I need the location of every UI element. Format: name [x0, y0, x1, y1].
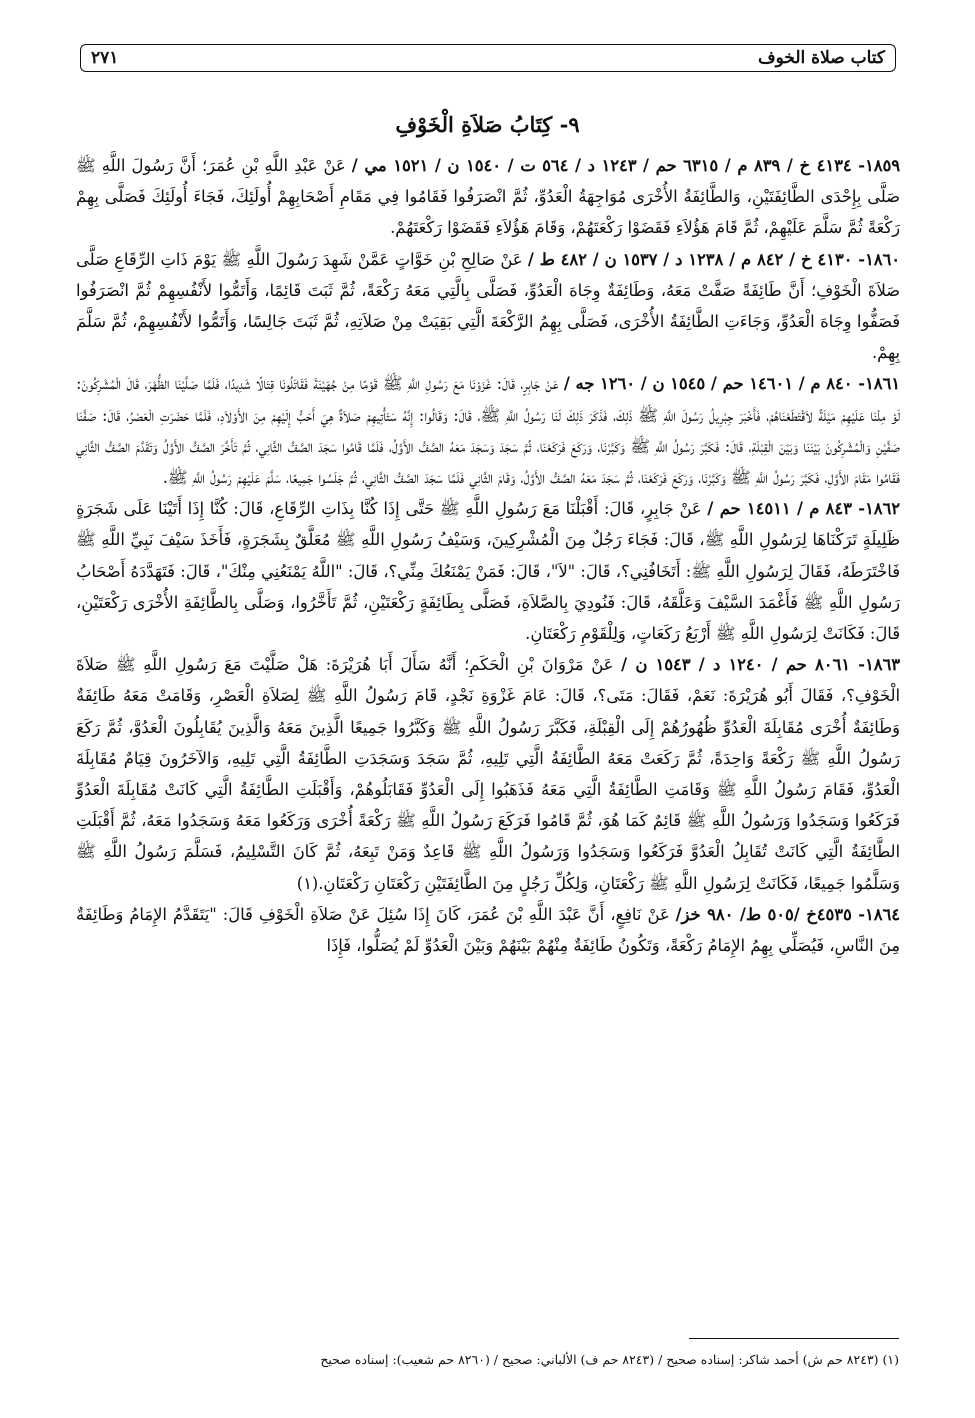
- hadith-references: ١٨٦٠- ٤١٣٠ خ / ٨٤٢ م / ١٢٣٨ د / ١٥٣٧ ن / ٤٨٢ ط /: [527, 249, 900, 269]
- footnote: (١) (٨٢٤٣ حم ش) أحمد شاكر: إسناده صحيح / (٨٢٤٣ حم ف) الألباني: صحيح / (٨٢٦٠ حم شعيب): إسناده صحيح: [320, 1352, 899, 1367]
- hadith-1862: [76, 493, 900, 649]
- running-header: [80, 44, 896, 72]
- hadith-text: عَنْ صَالِحِ بْنِ خَوَّاتٍ عَمَّنْ شَهِدَ رَسُولَ اللَّهِ ﷺ يَوْمَ ذَاتِ الرِّقَاعِ صَلَّى صَلاَةَ الْخَوْفِ؛ أَنَّ طَائِفَةً صَفَّتْ مَعَهُ، وَطَائِفَةٌ وِجَاهَ الْعَدُوِّ، فَصَلَّى بِالَّتِي مَعَهُ رَكْعَةً، ثُمَّ ثَبَتَ قَائِمًا، وَأَتَمُّوا لأَنْفُسِهِمْ ثُمَّ انْصَرَفُوا فَصَفُّوا وِجَاهَ الْعَدُوِّ، وَجَاءَتِ الطَّائِفَةُ الأُخْرَى، فَصَلَّى بِهِمُ الرَّكْعَةَ الَّتِي بَقِيَتْ مِنْ صَلاَتِهِ، ثُمَّ ثَبَتَ جَالِسًا، وَأَتَمُّوا لأَنْفُسِهِمْ، ثُمَّ سَلَّمَ بِهِمْ.: [76, 249, 900, 363]
- hadith-text: عَنْ جَابِرٍ، قَالَ: أَقْبَلْنَا مَعَ رَسُولِ اللَّهِ ﷺ حَتَّى إِذَا كُنَّا بِذَاتِ الرِّقَاعِ، قَالَ: كُنَّا إِذَا أَتَيْنَا عَلَى شَجَرَةٍ ظَلِيلَةٍ تَرَكْنَاهَا لِرَسُولِ اللَّهِ ﷺ، قَالَ: فَجَاءَ رَجُلٌ مِنَ الْمُشْرِكِينَ، وَسَيْفُ رَسُولِ اللَّهِ ﷺ مُعَلَّقٌ بِشَجَرَةٍ، فَأَخَذَ سَيْفَ نَبِيِّ اللَّهِ ﷺ فَاخْتَرَطَهُ، فَقَالَ لِرَسُولِ اللَّهِ ﷺ: أَتَخَافُنِي؟، قَالَ: "لاَ"، قَالَ: فَمَنْ يَمْنَعُكَ مِنِّي؟، قَالَ: "اللَّهُ يَمْنَعُنِي مِنْكَ"، قَالَ: فَتَهَدَّدَهُ أَصْحَابُ رَسُولِ اللَّهِ ﷺ فَأَغْمَدَ السَّيْفَ وَعَلَّقَهُ، قَالَ: فَنُودِيَ بِالصَّلاَةِ، فَصَلَّى بِطَائِفَةٍ رَكْعَتَيْنِ، ثُمَّ تَأَخَّرُوا، وَصَلَّى بِالطَّائِفَةِ الأُخْرَى رَكْعَتَيْنِ، قَالَ: فَكَانَتْ لِرَسُولِ اللَّهِ ﷺ أَرْبَعُ رَكَعَاتٍ، وَلِلْقَوْمِ رَكْعَتَانِ.: [76, 499, 900, 644]
- hadith-list: [76, 150, 900, 961]
- hadith-text: عَنْ نَافِعٍ، أَنَّ عَبْدَ اللَّهِ بْنَ عُمَرَ، كَانَ إِذَا سُئِلَ عَنْ صَلاَةِ الْخَوْفِ قَالَ: "يَتَقَدَّمُ الإِمَامُ وَطَائِفَةٌ مِنَ النَّاسِ، فَيُصَلِّي بِهِمُ الإِمَامُ رَكْعَةً، وَتَكُونُ طَائِفَةٌ مِنْهُمْ بَيْنَهُمْ وَبَيْنَ الْعَدُوِّ لَمْ يُصَلُّوا، فَإِذَا: [76, 904, 900, 956]
- hadith-references: ١٨٦٤- ٤٥٣٥خ /٥٠٥ ط/ ٩٨٠ خز/: [675, 904, 900, 924]
- hadith-text: عَنْ جَابِرٍ، قَالَ: غَزَوْنَا مَعَ رَسُولِ اللَّهِ ﷺ قَوْمًا مِنْ جُهَيْنَةَ فَقَاتَلُونَا قِتَالًا شَدِيدًا، فَلَمَّا صَلَّيْنَا الظُّهْرَ، قَالَ الْمُشْرِكُونَ: لَوْ مِلْنَا عَلَيْهِمْ مَيْلَةً لاَقْتَطَعْنَاهُمْ، فَأَخْبَرَ جِبْرِيلُ رَسُولَ اللَّهِ ﷺ ذَلِكَ، فَذَكَرَ ذَلِكَ لَنَا رَسُولُ اللَّهِ ﷺ، قَالَ: وَقَالُوا: إِنَّهُ سَتَأْتِيهِمْ صَلاَةٌ هِيَ أَحَبُّ إِلَيْهِمْ مِنَ الأَوْلاَدِ، فَلَمَّا حَضَرَتِ الْعَصْرُ، قَالَ: صَفَّنَا صَفَّيْنِ وَالْمُشْرِكُونَ بَيْنَنَا وَبَيْنَ الْقِبْلَةِ، قَالَ: فَكَبَّرَ رَسُولُ اللَّهِ ﷺ وَكَبَّرْنَا، وَرَكَعَ فَرَكَعْنَا، ثُمَّ سَجَدَ وَسَجَدَ مَعَهُ الصَّفُّ الأَوَّلُ، فَلَمَّا قَامُوا سَجَدَ الصَّفُّ الثَّانِي، ثُمَّ تَأَخَّرَ الصَّفُّ الأَوَّلُ وَتَقَدَّمَ الصَّفُّ الثَّانِي فَقَامُوا مَقَامَ الأَوَّلِ، فَكَبَّرَ رَسُولُ اللَّهِ ﷺ وَكَبَّرْنَا، وَرَكَعَ فَرَكَعْنَا، ثُمَّ سَجَدَ مَعَهُ الصَّفُّ الأَوَّلُ، وَقَامَ الثَّانِي فَلَمَّا سَجَدَ الصَّفُّ الثَّانِي، ثُمَّ جَلَسُوا جَمِيعًا، سَلَّمَ عَلَيْهِمْ رَسُولُ اللَّهِ ﷺ.: [76, 374, 900, 488]
- hadith-text: عَنْ عَبْدِ اللَّهِ بْنِ عُمَرَ؛ أَنَّ رَسُولَ اللَّهِ ﷺ صَلَّى بِإِحْدَى الطَّائِفَتَيْنِ، وَالطَّائِفَةُ الأُخْرَى مُوَاجِهَةُ الْعَدُوِّ، ثُمَّ انْصَرَفُوا فَقَامُوا فِي مَقَامِ أَصْحَابِهِمْ أُولَئِكَ، فَجَاءَ أُولَئِكَ فَصَلَّى بِهِمْ رَكْعَةً ثُمَّ سَلَّمَ عَلَيْهِمْ، ثُمَّ قَامَ هَؤُلاَءِ فَقَضَوْا رَكْعَتَهُمْ، وَقَامَ هَؤُلاَءِ فَقَضَوْا رَكْعَتَهُمْ.: [76, 156, 900, 238]
- hadith-1861: [76, 368, 900, 493]
- hadith-references: ١٨٦١- ٨٤٠ م / ١٤٦٠١ حم / ١٥٤٥ ن / ١٢٦٠ جه /: [563, 374, 900, 394]
- hadith-references: ١٨٦٢- ٨٤٣ م / ١٤٥١١ حم /: [707, 499, 900, 519]
- hadith-text: عَنْ مَرْوَانَ بْنِ الْحَكَمِ؛ أَنَّهُ سَأَلَ أَبَا هُرَيْرَةَ: هَلْ صَلَّيْتَ مَعَ رَسُولِ اللَّهِ ﷺ صَلاَةَ الْخَوْفِ؟، فَقَالَ أَبُو هُرَيْرَةَ: نَعَمْ، فَقَالَ: مَتَى؟، قَالَ: عَامَ غَزْوَةِ نَجْدٍ، قَامَ رَسُولُ اللَّهِ ﷺ لِصَلاَةِ الْعَصْرِ، وَقَامَتْ مَعَهُ طَائِفَةٌ وَطَائِفَةٌ أُخْرَى مُقَابِلَةَ الْعَدُوِّ ظُهُورُهُمْ إِلَى الْقِبْلَةِ، فَكَبَّرَ رَسُولُ اللَّهِ ﷺ وَكَبَّرُوا جَمِيعًا الَّذِينَ مَعَهُ وَالَّذِينَ يُقَابِلُونَ الْعَدُوَّ، ثُمَّ رَكَعَ رَسُولُ اللَّهِ ﷺ رَكْعَةً وَاحِدَةً، ثُمَّ رَكَعَتْ مَعَهُ الطَّائِفَةُ الَّتِي تَلِيهِ، ثُمَّ سَجَدَ وَسَجَدَتِ الطَّائِفَةُ الَّتِي تَلِيهِ، وَالآخَرُونَ قِيَامٌ مُقَابِلَةَ الْعَدُوِّ، فَقَامَ رَسُولُ اللَّهِ ﷺ وَقَامَتِ الطَّائِفَةُ الَّتِي مَعَهُ فَذَهَبُوا إِلَى الْعَدُوِّ فَقَابَلُوهُمْ، وَأَقْبَلَتِ الطَّائِفَةُ الَّتِي كَانَتْ مُقَابِلَةَ الْعَدُوِّ فَرَكَعُوا وَسَجَدُوا وَرَسُولُ اللَّهِ ﷺ قَائِمٌ كَمَا هُوَ، ثُمَّ قَامُوا فَرَكَعَ رَسُولُ اللَّهِ ﷺ رَكْعَةً أُخْرَى وَرَكَعُوا مَعَهُ وَسَجَدُوا مَعَهُ، ثُمَّ أَقْبَلَتِ الطَّائِفَةُ الَّتِي كَانَتْ تُقَابِلُ الْعَدُوَّ فَرَكَعُوا وَسَجَدُوا وَرَسُولُ اللَّهِ ﷺ قَاعِدٌ وَمَنْ تَبِعَهُ، ثُمَّ كَانَ التَّسْلِيمُ، فَسَلَّمَ رَسُولُ اللَّهِ ﷺ وَسَلَّمُوا جَمِيعًا، فَكَانَتْ لِرَسُولِ اللَّهِ ﷺ رَكْعَتَانِ، وَلِكُلِّ رَجُلٍ مِنَ الطَّائِفَتَيْنِ رَكْعَتَانِ رَكْعَتَانِ.(١): [76, 655, 900, 893]
- hadith-references: ١٨٦٣- ٨٠٦١ حم / ١٢٤٠ د / ١٥٤٣ ن /: [621, 655, 900, 675]
- header-book-title: كتاب صلاة الخوف: [757, 48, 885, 68]
- hadith-references: ١٨٥٩- ٤١٣٤ خ / ٨٣٩ م / ٦٣١٥ حم / ١٢٤٣ د / ٥٦٤ ت / ١٥٤٠ ن / ١٥٢١ مي /: [351, 156, 900, 175]
- hadith-1864: [76, 899, 900, 961]
- hadith-1863: [76, 649, 900, 899]
- chapter-title: ٩- كِتَابُ صَلاَةِ الْخَوْفِ: [395, 112, 580, 137]
- hadith-1860: [76, 244, 900, 369]
- header-page-number: ٢٧١: [91, 48, 119, 68]
- footnote-divider: [689, 1338, 899, 1339]
- hadith-1859: [76, 150, 900, 244]
